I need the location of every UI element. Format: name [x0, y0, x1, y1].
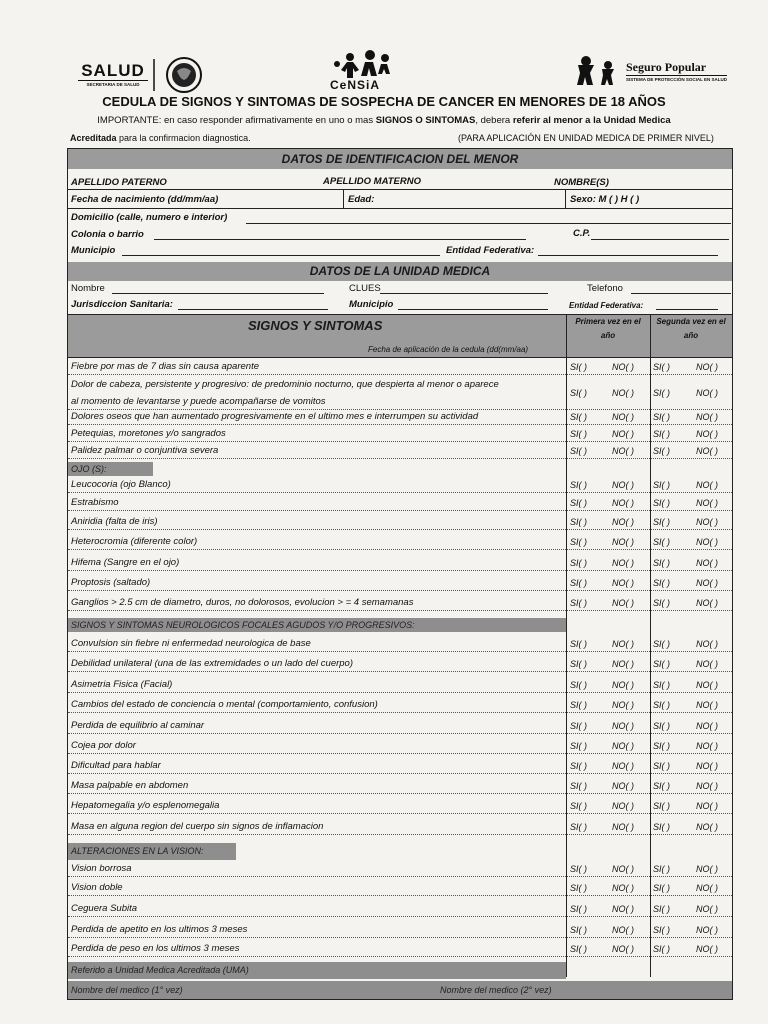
- label-edad: Edad:: [348, 194, 375, 205]
- subheader-vision: ALTERACIONES EN LA VISION:: [68, 843, 236, 860]
- label-apellido-materno: APELLIDO MATERNO: [323, 176, 421, 187]
- si-checkbox-primera[interactable]: SI( ): [570, 944, 587, 954]
- row-divider: [68, 549, 732, 550]
- no-checkbox-primera[interactable]: NO( ): [612, 925, 634, 935]
- si-checkbox-primera[interactable]: SI( ): [570, 925, 587, 935]
- no-checkbox-primera[interactable]: NO( ): [612, 362, 634, 372]
- row-divider: [68, 409, 732, 410]
- label-nombres: NOMBRE(S): [554, 177, 609, 188]
- no-checkbox-segunda[interactable]: NO( ): [696, 944, 718, 954]
- no-checkbox-segunda[interactable]: NO( ): [696, 598, 718, 608]
- symptom-label: al momento de levantarse y puede acompañarse de vomitos: [71, 396, 326, 407]
- si-checkbox-segunda[interactable]: SI( ): [653, 517, 670, 527]
- no-checkbox-segunda[interactable]: NO( ): [696, 412, 718, 422]
- no-checkbox-primera[interactable]: NO( ): [612, 558, 634, 568]
- seguro-popular-subtext: SISTEMA DE PROTECCIÓN SOCIAL EN SALUD: [626, 77, 728, 82]
- row-divider: [68, 793, 732, 794]
- label-fecha-nacimiento: Fecha de nacimiento (dd/mm/aa): [71, 194, 219, 205]
- important-note: [0, 115, 768, 126]
- col-primera-vez-label: año: [600, 331, 616, 340]
- symptom-label: Proptosis (saltado): [71, 577, 151, 588]
- section-signos-title: SIGNOS Y SINTOMAS: [248, 318, 383, 333]
- col-segunda-vez-label: Segunda vez en el: [656, 317, 726, 326]
- no-checkbox-segunda[interactable]: NO( ): [696, 883, 718, 893]
- symptom-label: Perdida de equilibrio al caminar: [71, 720, 205, 731]
- symptom-label: Dolor de cabeza, persistente y progresivo: de predominio nocturno, que despierta al menor o aparece: [71, 379, 499, 390]
- no-checkbox-primera[interactable]: NO( ): [612, 429, 634, 439]
- symptom-label: Heterocromia (diferente color): [71, 536, 198, 547]
- si-checkbox-segunda[interactable]: SI( ): [653, 537, 670, 547]
- si-checkbox-segunda[interactable]: SI( ): [653, 598, 670, 608]
- si-checkbox-primera[interactable]: SI( ): [570, 578, 587, 588]
- symptom-label: Palidez palmar o conjuntiva severa: [71, 445, 219, 456]
- row-divider: [68, 458, 732, 459]
- no-checkbox-primera[interactable]: NO( ): [612, 700, 634, 710]
- si-checkbox-segunda[interactable]: SI( ): [653, 558, 670, 568]
- no-checkbox-segunda[interactable]: NO( ): [696, 639, 718, 649]
- symptom-label: Ceguera Subita: [71, 903, 138, 914]
- si-checkbox-primera[interactable]: SI( ): [570, 680, 587, 690]
- no-checkbox-segunda[interactable]: NO( ): [696, 761, 718, 771]
- no-checkbox-primera[interactable]: NO( ): [612, 412, 634, 422]
- no-checkbox-primera[interactable]: NO( ): [612, 639, 634, 649]
- no-checkbox-segunda[interactable]: NO( ): [696, 680, 718, 690]
- row-divider: [68, 916, 732, 917]
- no-checkbox-segunda[interactable]: NO( ): [696, 781, 718, 791]
- si-checkbox-primera[interactable]: SI( ): [570, 388, 587, 398]
- si-checkbox-primera[interactable]: SI( ): [570, 537, 587, 547]
- row-divider: [68, 876, 732, 877]
- symptom-label: Leucocoria (ojo Blanco): [71, 479, 171, 490]
- subheader-neurologicos: SIGNOS Y SINTOMAS NEUROLOGICOS FOCALES AGUDOS Y/O PROGRESIVOS:: [68, 618, 566, 632]
- row-divider: [68, 590, 732, 591]
- label-apellido-paterno: APELLIDO PATERNO: [71, 177, 167, 188]
- si-checkbox-primera[interactable]: SI( ): [570, 801, 587, 811]
- entidad-unidad-line[interactable]: [656, 309, 718, 310]
- no-checkbox-primera[interactable]: NO( ): [612, 761, 634, 771]
- acreditada-note: [70, 133, 251, 143]
- symptom-label: Masa en alguna region del cuerpo sin signos de inflamacion: [71, 821, 324, 832]
- acreditada-text: para la confirmacion diagnostica.: [116, 133, 251, 143]
- mexico-seal-icon: [152, 55, 210, 95]
- no-checkbox-primera[interactable]: NO( ): [612, 822, 634, 832]
- symptom-label: Perdida de apetito en los ultimos 3 meses: [71, 924, 248, 935]
- symptom-label: Vision borrosa: [71, 863, 132, 874]
- si-checkbox-primera[interactable]: SI( ): [570, 517, 587, 527]
- label-nombre-unidad: Nombre: [71, 283, 105, 294]
- symptom-label: Debilidad unilateral (una de las extremidades o un lado del cuerpo): [71, 658, 354, 669]
- no-checkbox-primera[interactable]: NO( ): [612, 598, 634, 608]
- no-checkbox-segunda[interactable]: NO( ): [696, 822, 718, 832]
- acreditada-bold: Acreditada: [70, 133, 117, 143]
- si-checkbox-segunda[interactable]: SI( ): [653, 864, 670, 874]
- label-fecha-aplicacion: Fecha de aplicación de la cedula (dd(mm/aa): [368, 345, 529, 354]
- si-checkbox-primera[interactable]: SI( ): [570, 761, 587, 771]
- divider: [68, 208, 732, 209]
- si-checkbox-primera[interactable]: SI( ): [570, 741, 587, 751]
- si-checkbox-segunda[interactable]: SI( ): [653, 480, 670, 490]
- si-checkbox-segunda[interactable]: SI( ): [653, 883, 670, 893]
- no-checkbox-primera[interactable]: NO( ): [612, 498, 634, 508]
- form-title: CEDULA DE SIGNOS Y SINTOMAS DE SOSPECHA DE CANCER EN MENORES DE 18 AÑOS: [102, 94, 666, 109]
- no-checkbox-primera[interactable]: NO( ): [612, 388, 634, 398]
- no-checkbox-segunda[interactable]: NO( ): [696, 429, 718, 439]
- row-divider: [68, 610, 732, 611]
- footer-medicos: [68, 981, 732, 999]
- symptom-label: Cambios del estado de conciencia o mental (comportamiento, confusion): [71, 699, 378, 710]
- clues-line[interactable]: [380, 293, 548, 294]
- si-checkbox-segunda[interactable]: SI( ): [653, 362, 670, 372]
- si-checkbox-primera[interactable]: SI( ): [570, 864, 587, 874]
- cp-line[interactable]: [591, 239, 729, 240]
- si-checkbox-primera[interactable]: SI( ): [570, 598, 587, 608]
- no-checkbox-segunda[interactable]: NO( ): [696, 721, 718, 731]
- si-checkbox-segunda[interactable]: SI( ): [653, 680, 670, 690]
- no-checkbox-primera[interactable]: NO( ): [612, 883, 634, 893]
- col-segunda-vez-label: año: [683, 331, 699, 340]
- symptom-label: Petequias, moretones y/o sangrados: [71, 428, 226, 439]
- no-checkbox-primera[interactable]: NO( ): [612, 741, 634, 751]
- symptom-label: Estrabismo: [71, 497, 119, 508]
- no-checkbox-primera[interactable]: NO( ): [612, 801, 634, 811]
- col-fecha-cells: [566, 345, 732, 357]
- no-checkbox-primera[interactable]: NO( ): [612, 944, 634, 954]
- row-divider: [68, 895, 732, 896]
- no-checkbox-segunda[interactable]: NO( ): [696, 904, 718, 914]
- no-checkbox-primera[interactable]: NO( ): [612, 578, 634, 588]
- si-checkbox-primera[interactable]: SI( ): [570, 412, 587, 422]
- si-checkbox-segunda[interactable]: SI( ): [653, 721, 670, 731]
- subheader-ojo: OJO (S):: [68, 462, 153, 476]
- label-telefono: Telefono: [587, 283, 623, 294]
- divider: [68, 357, 732, 358]
- no-checkbox-segunda[interactable]: NO( ): [696, 517, 718, 527]
- divider: [565, 190, 566, 208]
- no-checkbox-segunda[interactable]: NO( ): [696, 480, 718, 490]
- si-checkbox-segunda[interactable]: SI( ): [653, 904, 670, 914]
- no-checkbox-primera[interactable]: NO( ): [612, 864, 634, 874]
- no-checkbox-primera[interactable]: NO( ): [612, 781, 634, 791]
- si-checkbox-segunda[interactable]: SI( ): [653, 761, 670, 771]
- municipio-line[interactable]: [122, 255, 440, 256]
- label-colonia: Colonia o barrio: [71, 229, 144, 240]
- symptom-label: Asimetria Fisica (Facial): [71, 679, 173, 690]
- row-divider: [68, 492, 732, 493]
- symptom-label: Convulsion sin fiebre ni enfermedad neurologica de base: [71, 638, 311, 649]
- divider: [566, 315, 567, 977]
- si-checkbox-segunda[interactable]: SI( ): [653, 944, 670, 954]
- si-checkbox-primera[interactable]: SI( ): [570, 558, 587, 568]
- si-checkbox-segunda[interactable]: SI( ): [653, 822, 670, 832]
- no-checkbox-segunda[interactable]: NO( ): [696, 659, 718, 669]
- no-checkbox-primera[interactable]: NO( ): [612, 680, 634, 690]
- symptom-label: Aniridia (falta de iris): [71, 516, 158, 527]
- si-checkbox-segunda[interactable]: SI( ): [653, 801, 670, 811]
- row-divider: [68, 374, 732, 375]
- si-checkbox-segunda[interactable]: SI( ): [653, 639, 670, 649]
- important-note-part: IMPORTANTE: en caso responder afirmativamente en uno o mas: [97, 115, 376, 126]
- si-checkbox-segunda[interactable]: SI( ): [653, 659, 670, 669]
- no-checkbox-primera[interactable]: NO( ): [612, 659, 634, 669]
- no-checkbox-segunda[interactable]: NO( ): [696, 388, 718, 398]
- row-divider: [68, 424, 732, 425]
- row-divider: [68, 712, 732, 713]
- si-checkbox-primera[interactable]: SI( ): [570, 700, 587, 710]
- form-header: [0, 0, 768, 148]
- si-checkbox-primera[interactable]: SI( ): [570, 781, 587, 791]
- row-divider: [68, 753, 732, 754]
- no-checkbox-segunda[interactable]: NO( ): [696, 537, 718, 547]
- si-checkbox-segunda[interactable]: SI( ): [653, 781, 670, 791]
- si-checkbox-segunda[interactable]: SI( ): [653, 925, 670, 935]
- no-checkbox-segunda[interactable]: NO( ): [696, 864, 718, 874]
- si-checkbox-primera[interactable]: SI( ): [570, 721, 587, 731]
- symptom-label: Hifema (Sangre en el ojo): [71, 557, 180, 568]
- no-checkbox-segunda[interactable]: NO( ): [696, 925, 718, 935]
- label-medico-1: Nombre del medico (1° vez): [71, 985, 183, 995]
- no-checkbox-segunda[interactable]: NO( ): [696, 446, 718, 456]
- symptom-label: Dificultad para hablar: [71, 760, 161, 771]
- si-checkbox-segunda[interactable]: SI( ): [653, 578, 670, 588]
- no-checkbox-primera[interactable]: NO( ): [612, 537, 634, 547]
- divider: [68, 189, 732, 190]
- no-checkbox-primera[interactable]: NO( ): [612, 517, 634, 527]
- aplicacion-note: (PARA APLICACIÓN EN UNIDAD MEDICA DE PRIMER NIVEL): [458, 133, 714, 143]
- jurisdiccion-line[interactable]: [178, 309, 328, 310]
- section-datos-menor: DATOS DE IDENTIFICACION DEL MENOR: [68, 149, 732, 169]
- col-primera-vez: [566, 315, 650, 345]
- row-divider: [68, 671, 732, 672]
- entidad-line[interactable]: [538, 255, 718, 256]
- symptom-label: Cojea por dolor: [71, 740, 136, 751]
- form-body: [67, 148, 733, 1000]
- si-checkbox-primera[interactable]: SI( ): [570, 480, 587, 490]
- row-divider: [68, 834, 732, 835]
- row-divider: [68, 937, 732, 938]
- si-checkbox-segunda[interactable]: SI( ): [653, 388, 670, 398]
- seguro-popular-logo-icon: [574, 55, 622, 87]
- salud-logo-subtext: SECRETARIA DE SALUD: [86, 82, 140, 87]
- col-primera-vez-label: Primera vez en el: [575, 317, 641, 326]
- symptom-label: Perdida de peso en los ultimos 3 meses: [71, 943, 240, 954]
- si-checkbox-segunda[interactable]: SI( ): [653, 412, 670, 422]
- domicilio-line[interactable]: [246, 223, 731, 224]
- salud-logo: [78, 62, 148, 87]
- salud-logo-text: SALUD: [78, 62, 148, 81]
- row-divider: [68, 651, 732, 652]
- no-checkbox-segunda[interactable]: NO( ): [696, 558, 718, 568]
- no-checkbox-segunda[interactable]: NO( ): [696, 741, 718, 751]
- row-divider: [68, 813, 732, 814]
- no-checkbox-primera[interactable]: NO( ): [612, 904, 634, 914]
- no-checkbox-segunda[interactable]: NO( ): [696, 801, 718, 811]
- si-checkbox-primera[interactable]: SI( ): [570, 446, 587, 456]
- no-checkbox-primera[interactable]: NO( ): [612, 480, 634, 490]
- colonia-line[interactable]: [154, 239, 526, 240]
- si-checkbox-primera[interactable]: SI( ): [570, 498, 587, 508]
- no-checkbox-segunda[interactable]: NO( ): [696, 362, 718, 372]
- important-note-bold: referir al menor a la Unidad Medica: [512, 115, 671, 126]
- no-checkbox-segunda[interactable]: NO( ): [696, 700, 718, 710]
- no-checkbox-primera[interactable]: NO( ): [612, 721, 634, 731]
- symptom-label: Hepatomegalia y/o esplenomegalia: [71, 800, 220, 811]
- row-divider: [68, 692, 732, 693]
- si-checkbox-segunda[interactable]: SI( ): [653, 429, 670, 439]
- subheader-referido: Referido a Unidad Medica Acreditada (UMA): [68, 962, 566, 979]
- row-divider: [68, 510, 732, 511]
- censia-logo-text: CeNSiA: [330, 78, 381, 92]
- si-checkbox-segunda[interactable]: SI( ): [653, 741, 670, 751]
- label-entidad: Entidad Federativa:: [446, 245, 535, 256]
- no-checkbox-segunda[interactable]: NO( ): [696, 578, 718, 588]
- symptom-label: Ganglios > 2.5 cm de diametro, duros, no dolorosos, evolucion > = 4 semamanas: [71, 597, 414, 608]
- important-note-part: , debera: [475, 115, 513, 126]
- row-divider: [68, 570, 732, 571]
- municipio-unidad-line[interactable]: [398, 309, 548, 310]
- row-divider: [68, 529, 732, 530]
- si-checkbox-primera[interactable]: SI( ): [570, 362, 587, 372]
- no-checkbox-primera[interactable]: NO( ): [612, 446, 634, 456]
- col-segunda-vez: [650, 315, 732, 345]
- divider: [650, 315, 651, 977]
- telefono-line[interactable]: [631, 293, 731, 294]
- label-municipio: Municipio: [71, 245, 116, 256]
- symptom-label: Masa palpable en abdomen: [71, 780, 189, 791]
- section-datos-unidad: DATOS DE LA UNIDAD MEDICA: [68, 262, 732, 281]
- si-checkbox-primera[interactable]: SI( ): [570, 822, 587, 832]
- label-medico-2: Nombre del medico (2° vez): [440, 985, 552, 995]
- row-divider: [68, 441, 732, 442]
- si-checkbox-segunda[interactable]: SI( ): [653, 446, 670, 456]
- seguro-popular-text: Seguro Popular: [626, 60, 707, 74]
- si-checkbox-primera[interactable]: SI( ): [570, 429, 587, 439]
- symptom-label: Fiebre por mas de 7 dias sin causa aparente: [71, 361, 259, 372]
- si-checkbox-primera[interactable]: SI( ): [570, 659, 587, 669]
- row-divider: [68, 773, 732, 774]
- symptom-label: Dolores oseos que han aumentado progresivamente en el ultimo mes e interrumpen su actividad: [71, 411, 479, 422]
- label-entidad-unidad: Entidad Federativa:: [569, 301, 644, 310]
- si-checkbox-primera[interactable]: SI( ): [570, 639, 587, 649]
- si-checkbox-primera[interactable]: SI( ): [570, 883, 587, 893]
- label-domicilio: Domicilio (calle, numero e interior): [71, 212, 228, 223]
- row-divider: [68, 733, 732, 734]
- symptom-label: Vision doble: [71, 882, 123, 893]
- si-checkbox-segunda[interactable]: SI( ): [653, 498, 670, 508]
- label-clues: CLUES: [349, 283, 381, 294]
- label-municipio-unidad: Municipio: [349, 299, 394, 310]
- si-checkbox-primera[interactable]: SI( ): [570, 904, 587, 914]
- divider: [343, 190, 344, 208]
- no-checkbox-segunda[interactable]: NO( ): [696, 498, 718, 508]
- nombre-unidad-line[interactable]: [112, 293, 324, 294]
- important-note-bold: SIGNOS O SINTOMAS: [375, 115, 476, 126]
- label-cp: C.P.: [573, 228, 591, 239]
- row-divider: [68, 956, 732, 957]
- label-jurisdiccion: Jurisdiccion Sanitaria:: [71, 299, 173, 310]
- si-checkbox-segunda[interactable]: SI( ): [653, 700, 670, 710]
- label-sexo: Sexo: M ( ) H ( ): [570, 194, 640, 205]
